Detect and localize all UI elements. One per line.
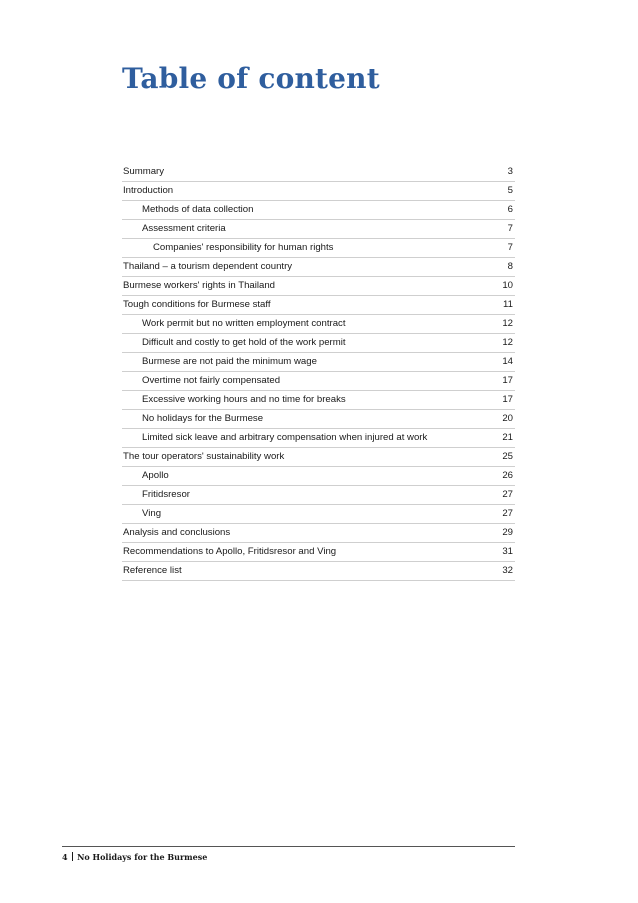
toc-entry-label: Work permit but no written employment contract	[142, 318, 346, 329]
toc-entry[interactable]	[122, 182, 515, 201]
toc-entry[interactable]	[122, 391, 515, 410]
toc-entry-label: Methods of data collection	[142, 204, 254, 215]
toc-entry-page-number: 5	[507, 185, 513, 196]
toc-entry-page-number: 27	[502, 489, 513, 500]
toc-entry-page-number: 7	[507, 242, 513, 253]
toc-entry-page-number: 12	[502, 337, 513, 348]
toc-entry-page-number: 26	[502, 470, 513, 481]
toc-entry[interactable]	[122, 505, 515, 524]
page-title: Table of content	[122, 62, 380, 95]
footer-page-number: 4	[62, 852, 68, 862]
toc-entry-page-number: 17	[502, 375, 513, 386]
table-of-contents	[122, 163, 515, 581]
toc-entry-label: Reference list	[123, 565, 182, 576]
toc-entry[interactable]	[122, 296, 515, 315]
toc-entry-label: Burmese are not paid the minimum wage	[142, 356, 317, 367]
toc-entry-page-number: 20	[502, 413, 513, 424]
toc-entry-label: Overtime not fairly compensated	[142, 375, 281, 386]
toc-entry[interactable]	[122, 163, 515, 182]
toc-entry-page-number: 29	[502, 527, 513, 538]
toc-entry-page-number: 21	[502, 432, 513, 443]
toc-entry-label: Fritidsresor	[142, 489, 190, 500]
toc-entry-page-number: 6	[507, 204, 513, 215]
toc-entry-label: Introduction	[123, 185, 174, 196]
toc-entry-label: Ving	[142, 508, 162, 519]
toc-entry[interactable]	[122, 334, 515, 353]
toc-entry[interactable]	[122, 429, 515, 448]
toc-entry[interactable]	[122, 239, 515, 258]
toc-entry[interactable]	[122, 524, 515, 543]
toc-entry-label: Assessment criteria	[142, 223, 226, 234]
footer-separator	[72, 852, 74, 861]
toc-entry[interactable]	[122, 410, 515, 429]
footer-publication-title: No Holidays for the Burmese	[77, 852, 208, 862]
toc-entry-page-number: 10	[502, 280, 513, 291]
toc-entry-label: Analysis and conclusions	[123, 527, 231, 538]
toc-entry[interactable]	[122, 315, 515, 334]
toc-entry[interactable]	[122, 448, 515, 467]
toc-entry-page-number: 8	[507, 261, 513, 272]
toc-entry-label: Difficult and costly to get hold of the work permit	[142, 337, 346, 348]
toc-entry[interactable]	[122, 353, 515, 372]
toc-entry-label: Summary	[123, 166, 165, 177]
toc-entry-label: Thailand – a tourism dependent country	[123, 261, 293, 272]
toc-entry-page-number: 12	[502, 318, 513, 329]
toc-entry[interactable]	[122, 277, 515, 296]
toc-entry-label: Excessive working hours and no time for breaks	[142, 394, 346, 405]
toc-entry-label: Tough conditions for Burmese staff	[123, 299, 271, 310]
toc-entry[interactable]	[122, 201, 515, 220]
toc-entry[interactable]	[122, 258, 515, 277]
page-footer	[62, 852, 207, 862]
toc-entry[interactable]	[122, 467, 515, 486]
toc-entry[interactable]	[122, 372, 515, 391]
toc-entry-page-number: 11	[503, 299, 513, 310]
toc-entry-page-number: 32	[502, 565, 513, 576]
toc-entry[interactable]	[122, 220, 515, 239]
toc-entry-label: Burmese workers' rights in Thailand	[123, 280, 276, 291]
toc-entry[interactable]	[122, 562, 515, 581]
toc-entry-page-number: 14	[502, 356, 513, 367]
toc-entry-page-number: 25	[502, 451, 513, 462]
toc-entry-page-number: 27	[502, 508, 513, 519]
footer-rule	[62, 846, 515, 847]
toc-entry-label: Recommendations to Apollo, Fritidsresor and Ving	[123, 546, 337, 557]
toc-entry-page-number: 3	[507, 166, 513, 177]
toc-entry[interactable]	[122, 486, 515, 505]
toc-entry[interactable]	[122, 543, 515, 562]
toc-entry-page-number: 17	[502, 394, 513, 405]
toc-entry-page-number: 7	[507, 223, 513, 234]
toc-entry-page-number: 31	[502, 546, 513, 557]
toc-entry-label: Limited sick leave and arbitrary compensation when injured at work	[142, 432, 428, 443]
toc-entry-label: The tour operators' sustainability work	[123, 451, 285, 462]
toc-entry-label: Companies' responsibility for human rights	[153, 242, 334, 253]
toc-entry-label: No holidays for the Burmese	[142, 413, 264, 424]
toc-entry-label: Apollo	[142, 470, 169, 481]
